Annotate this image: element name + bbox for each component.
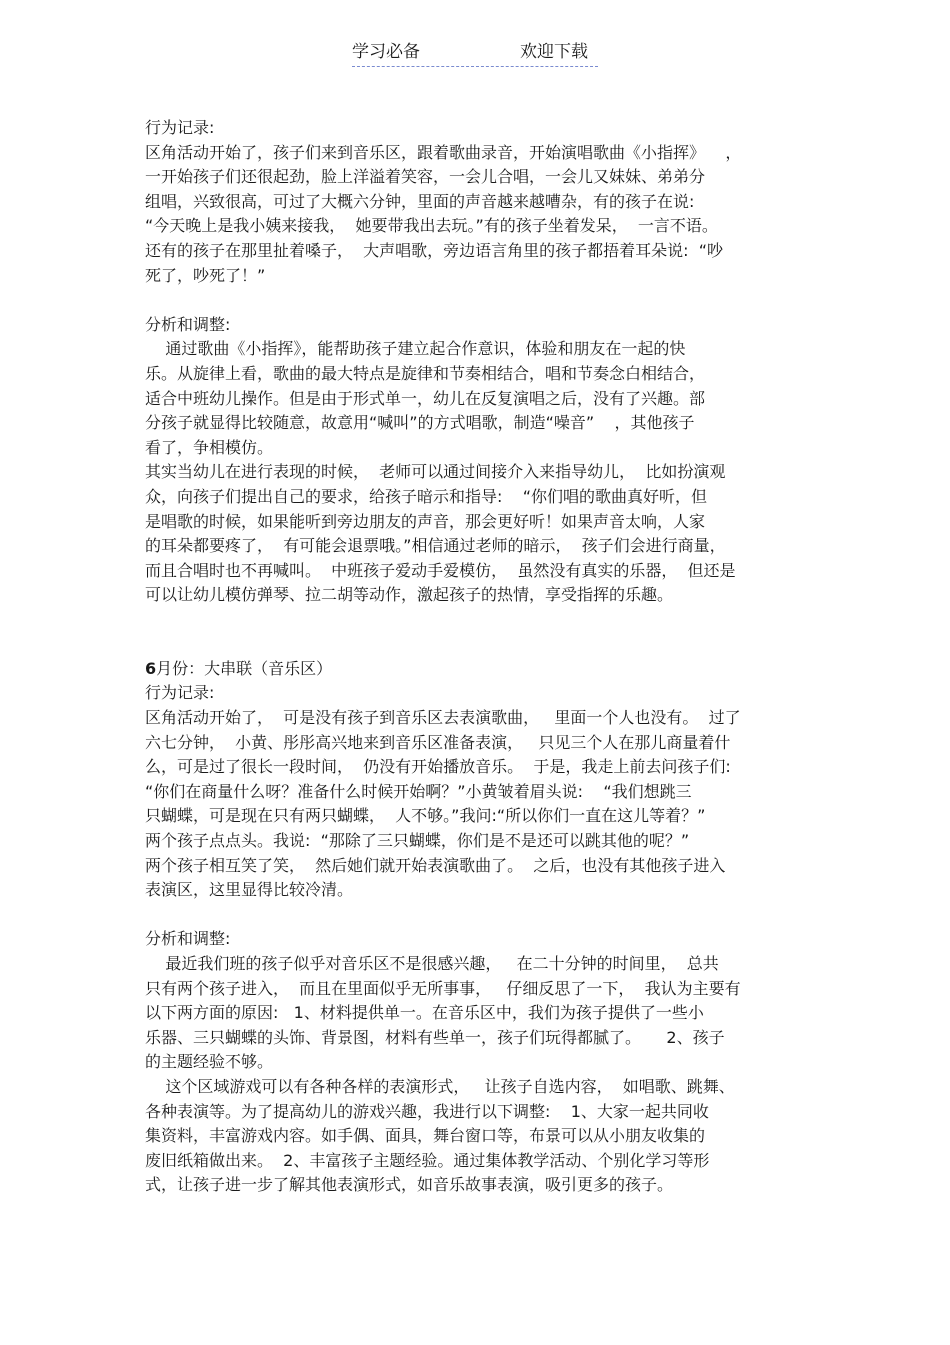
paragraph-line: 的耳朵都要疼了， 有可能会退票哦。”相信通过老师的暗示， 孩子们会进行商量， bbox=[145, 536, 726, 556]
section-title-number: 6 bbox=[145, 658, 157, 678]
section-title bbox=[145, 657, 815, 682]
paragraph-line: 通过歌曲《小指挥》，能帮助孩子建立起合作意识，体验和朋友在一起的快 bbox=[145, 339, 686, 359]
paragraph-line: 各种表演等。为了提高幼儿的游戏兴趣，我进行以下调整: 1、大家一起共同收 bbox=[145, 1101, 709, 1121]
paragraph-line: 一开始孩子们还很起劲，脸上洋溢着笑容，一会儿合唱，一会儿又妹妹、弟弟分 bbox=[145, 167, 706, 187]
paragraph-line: 么，可是过了很长一段时间， 仍没有开始播放音乐。 于是，我走上前去问孩子们: bbox=[145, 757, 731, 777]
paragraph-line: 最近我们班的孩子似乎对音乐区不是很感兴趣， 在二十分钟的时间里， 总共 bbox=[145, 954, 719, 973]
paragraph-line: 可以让幼儿模仿弹琴、拉二胡等动作，激起孩子的热情，享受指挥的乐趣。 bbox=[145, 585, 674, 605]
paragraph-line: 表演区，这里显得比较冷清。 bbox=[145, 880, 354, 900]
document-body bbox=[145, 116, 815, 1198]
paragraph-line: 废旧纸箱做出来。 2、丰富孩子主题经验。通过集体教学活动、个别化学习等形 bbox=[145, 1150, 710, 1170]
paragraph-line: 只有两个孩子进入， 而且在里面似乎无所事事， 仔细反思了一下， 我认为主要有 bbox=[145, 978, 741, 998]
record-label: 行为记录: bbox=[145, 118, 215, 137]
paragraph-line: 以下两方面的原因: 1、材料提供单一。在音乐区中，我们为孩子提供了一些小 bbox=[145, 1003, 704, 1023]
record-label: 行为记录: bbox=[145, 683, 215, 703]
spacer bbox=[145, 903, 815, 928]
paragraph-line: 六七分钟， 小黄、彤彤高兴地来到音乐区准备表演， 只见三个人在那儿商量着什 bbox=[145, 732, 731, 752]
paragraph-line: 分孩子就显得比较随意，故意用“喊叫”的方式唱歌，制造“噪音” ，其他孩子 bbox=[145, 413, 695, 433]
paragraph-line: 适合中班幼儿操作。但是由于形式单一，幼儿在反复演唱之后，没有了兴趣。部 bbox=[145, 388, 706, 408]
paragraph-line: 式，让孩子进一步了解其他表演形式，如音乐故事表演，吸引更多的孩子。 bbox=[145, 1175, 674, 1195]
paragraph-line: 区角活动开始了， 可是没有孩子到音乐区去表演歌曲， 里面一个人也没有。 过了 bbox=[145, 708, 741, 728]
paragraph-line: “你们在商量什么呀？准备什么时候开始啊？”小黄皱着眉头说: “我们想跳三 bbox=[145, 781, 692, 801]
spacer bbox=[145, 608, 815, 657]
header-left-text: 学习必备 bbox=[352, 42, 420, 62]
analysis-label: 分析和调整: bbox=[145, 314, 231, 334]
section-title-text: 月份：大串联（音乐区） bbox=[156, 658, 333, 678]
paragraph-line: 其实当幼儿在进行表现的时候， 老师可以通过间接介入来指导幼儿， 比如扮演观 bbox=[145, 462, 726, 482]
page-header bbox=[352, 40, 598, 67]
paragraph-line: 看了，争相模仿。 bbox=[145, 437, 274, 457]
paragraph-line: 这个区域游戏可以有各种各样的表演形式， 让孩子自选内容， 如唱歌、跳舞、 bbox=[145, 1076, 735, 1096]
paragraph-line: 只蝴蝶，可是现在只有两只蝴蝶， 人不够。”我问:“所以你们一直在这儿等着？” bbox=[145, 806, 706, 826]
paragraph-line: 乐。从旋律上看，歌曲的最大特点是旋律和节奏相结合，唱和节奏念白相结合， bbox=[145, 363, 706, 383]
paragraph-line: 还有的孩子在那里扯着嗓子， 大声唱歌，旁边语言角里的孩子都捂着耳朵说: “吵 bbox=[145, 240, 724, 260]
paragraph-line: “今天晚上是我小姨来接我， 她要带我出去玩。”有的孩子坐着发呆， 一言不语。 bbox=[145, 216, 718, 236]
paragraph-line: 组唱，兴致很高，可过了大概六分钟，里面的声音越来越嘈杂，有的孩子在说: bbox=[145, 191, 695, 211]
paragraph-line: 区角活动开始了，孩子们来到音乐区，跟着歌曲录音，开始演唱歌曲《小指挥》 ， bbox=[145, 142, 742, 162]
paragraph-line: 乐器、三只蝴蝶的头饰、背景图，材料有些单一，孩子们玩得都腻了。 2、孩子 bbox=[145, 1027, 725, 1047]
header-right-text: 欢迎下载 bbox=[520, 42, 588, 62]
paragraph-line: 众，向孩子们提出自己的要求，给孩子暗示和指导: “你们唱的歌曲真好听，但 bbox=[145, 486, 708, 506]
paragraph-line: 而且合唱时也不再喊叫。 中班孩子爱动手爱模仿， 虽然没有真实的乐器， 但还是 bbox=[145, 560, 736, 580]
paragraph-line: 的主题经验不够。 bbox=[145, 1052, 274, 1072]
paragraph-line: 两个孩子相互笑了笑， 然后她们就开始表演歌曲了。 之后，也没有其他孩子进入 bbox=[145, 855, 726, 875]
paragraph-line: 两个孩子点点头。我说: “那除了三只蝴蝶，你们是不是还可以跳其他的呢？” bbox=[145, 831, 690, 851]
analysis-label: 分析和调整: bbox=[145, 929, 231, 949]
spacer bbox=[145, 288, 815, 313]
paragraph-line: 是唱歌的时候，如果能听到旁边朋友的声音，那会更好听！如果声音太响，人家 bbox=[145, 511, 706, 531]
paragraph-line: 死了，吵死了！” bbox=[145, 265, 266, 285]
paragraph-line: 集资料，丰富游戏内容。如手偶、面具，舞台窗口等，布景可以从小朋友收集的 bbox=[145, 1126, 706, 1146]
